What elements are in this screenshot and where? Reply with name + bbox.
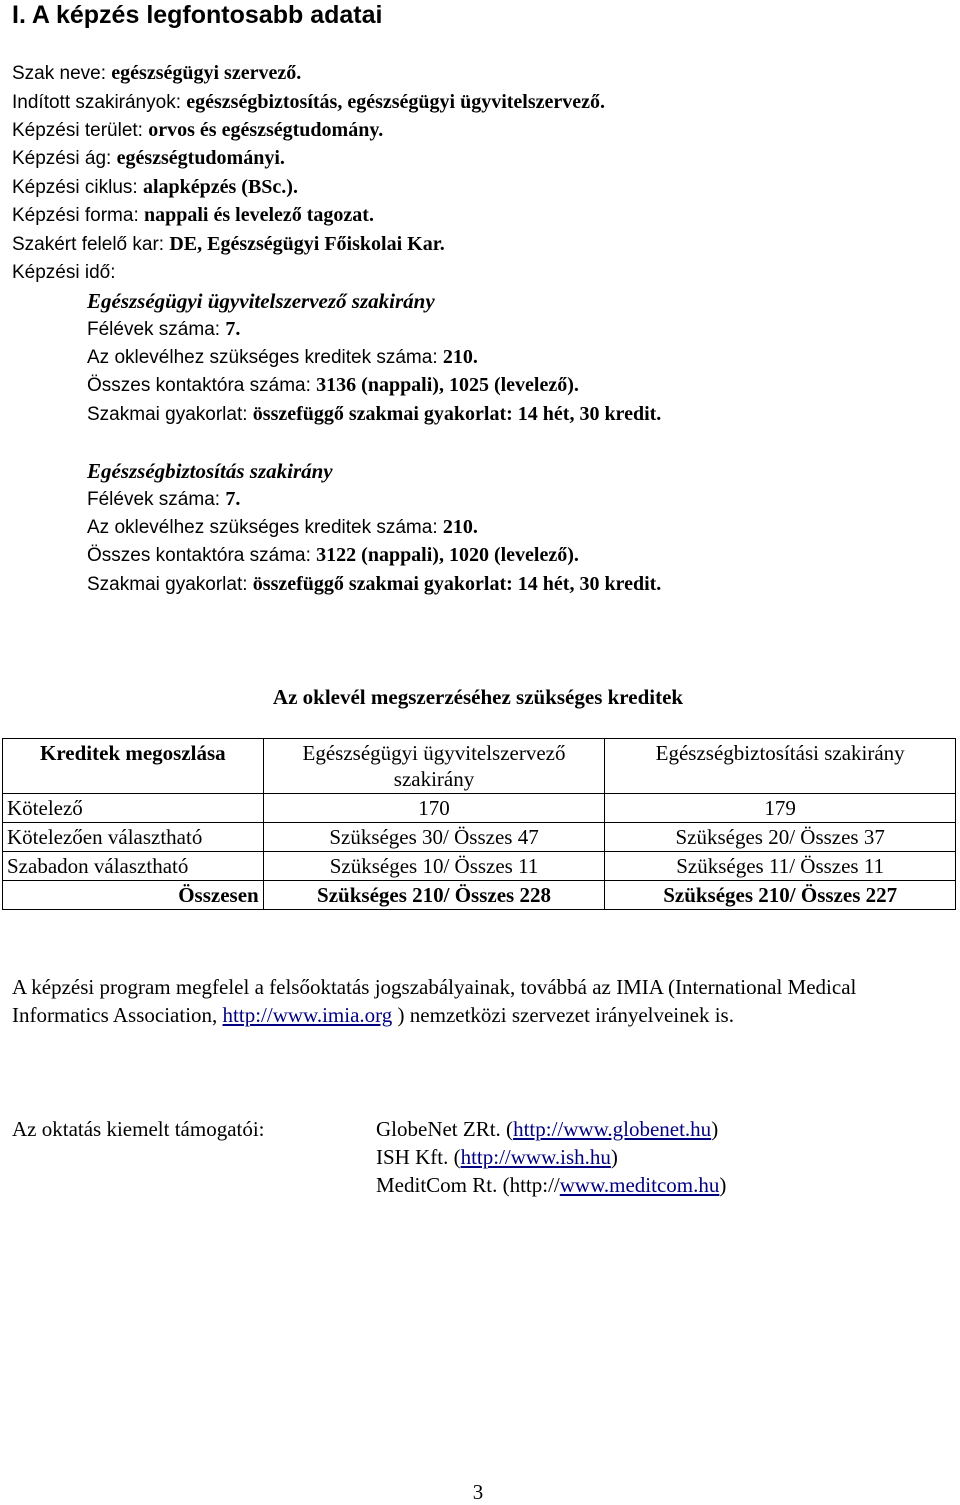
supporter-item [376, 1143, 726, 1171]
table-cell: 179 [605, 794, 956, 823]
page-number: 3 [472, 1480, 484, 1504]
track-credits [87, 516, 478, 539]
supporter-link[interactable]: www.meditcom.hu [559, 1173, 720, 1197]
header-cell: Egészségügyi ügyvitelszervező szakirány [263, 739, 605, 794]
info-form [12, 204, 374, 227]
info-label: Összes kontaktóra száma: [87, 375, 317, 396]
info-label: Szakért felelő kar: [12, 234, 170, 255]
table-cell: Szükséges 30/ Összes 47 [263, 823, 605, 852]
table-total-row [3, 881, 956, 910]
table-row [3, 794, 956, 823]
info-value: egészségtudományi. [116, 147, 285, 169]
info-faculty [12, 233, 445, 256]
table-header-row [3, 739, 956, 794]
info-value: összefüggő szakmai gyakorlat: 14 hét, 30 kredit. [252, 573, 662, 595]
info-value: egészségügyi szervező. [111, 62, 302, 84]
track-semesters [87, 488, 240, 511]
info-value: 7. [225, 488, 241, 510]
row-label: Szabadon választható [3, 852, 264, 881]
track-practice [87, 403, 661, 426]
info-label: Összes kontaktóra száma: [87, 545, 317, 566]
info-label: Képzési terület: [12, 120, 149, 141]
supporter-name: GlobeNet ZRt. ( [376, 1117, 514, 1141]
info-label: Képzési ág: [12, 148, 117, 169]
info-duration [12, 261, 116, 284]
info-label: Az oklevélhez szükséges kreditek száma: [87, 517, 443, 538]
supporter-close: ) [719, 1173, 727, 1197]
supporter-link[interactable]: http://www.ish.hu [460, 1145, 611, 1169]
supporter-item [376, 1115, 726, 1143]
row-label: Kötelező [3, 794, 264, 823]
table-row [3, 823, 956, 852]
table-cell: Szükséges 210/ Összes 228 [263, 881, 605, 910]
info-label: Az oklevélhez szükséges kreditek száma: [87, 347, 443, 368]
row-label: Kötelezően választható [3, 823, 264, 852]
track-credits [87, 346, 478, 369]
info-branch [12, 147, 285, 170]
track-contact-hours [87, 544, 579, 567]
info-value: alapképzés (BSc.). [142, 176, 298, 198]
table-row [3, 852, 956, 881]
info-label: Képzési ciklus: [12, 177, 143, 198]
info-value: egészségbiztosítás, egészségügyi ügyvitelszervező. [186, 91, 606, 113]
info-label: Képzési idő: [12, 262, 116, 283]
info-value: 210. [442, 516, 478, 538]
track-contact-hours [87, 374, 579, 397]
info-label: Szakmai gyakorlat: [87, 404, 253, 425]
paragraph-text: A képzési program megfelel a felsőoktatás jogszabályainak, továbbá az IMIA (International Medical Informatics Association, [12, 975, 857, 1027]
info-value: 210. [442, 346, 478, 368]
info-label: Félévek száma: [87, 319, 226, 340]
track-practice [87, 573, 661, 596]
track-title: Egészségbiztosítás szakirány [87, 459, 333, 483]
credits-table [2, 738, 956, 910]
supporter-link[interactable]: http://www.globenet.hu [513, 1117, 712, 1141]
info-cycle [12, 176, 298, 199]
track-semesters [87, 318, 240, 341]
section-title: I. A képzés legfontosabb adatai [12, 1, 383, 29]
supporter-name: ISH Kft. ( [376, 1145, 461, 1169]
table-cell: Szükséges 20/ Összes 37 [605, 823, 956, 852]
track-title: Egészségügyi ügyvitelszervező szakirány [87, 289, 435, 313]
supporters-label: Az oktatás kiemelt támogatói: [12, 1117, 265, 1141]
imia-link[interactable]: http://www.imia.org [222, 1003, 393, 1027]
info-value: 7. [225, 318, 241, 340]
supporter-name: MeditCom Rt. (http:// [376, 1173, 560, 1197]
table-cell: Szükséges 11/ Összes 11 [605, 852, 956, 881]
supporter-item [376, 1171, 726, 1199]
compliance-paragraph [12, 973, 947, 1029]
info-label: Szakmai gyakorlat: [87, 574, 253, 595]
row-label: Összesen [3, 881, 264, 910]
supporters-list [376, 1115, 726, 1199]
info-value: összefüggő szakmai gyakorlat: 14 hét, 30 kredit. [252, 403, 662, 425]
info-value: DE, Egészségügyi Főiskolai Kar. [169, 233, 445, 255]
table-cell: Szükséges 210/ Összes 227 [605, 881, 956, 910]
info-label: Képzési forma: [12, 205, 144, 226]
info-value: 3122 (nappali), 1020 (levelező). [316, 544, 579, 566]
info-program-name [12, 62, 301, 85]
info-value: orvos és egészségtudomány. [148, 119, 384, 141]
header-cell: Egészségbiztosítási szakirány [605, 739, 956, 794]
table-cell: 170 [263, 794, 605, 823]
paragraph-text: ) nemzetközi szervezet irányelveinek is. [392, 1003, 734, 1027]
supporter-close: ) [711, 1117, 719, 1141]
info-value: 3136 (nappali), 1025 (levelező). [316, 374, 579, 396]
info-value: nappali és levelező tagozat. [144, 204, 374, 226]
info-specializations [12, 91, 605, 114]
supporter-close: ) [610, 1145, 618, 1169]
credits-table-title: Az oklevél megszerzéséhez szükséges kreditek [272, 685, 684, 709]
info-label: Szak neve: [12, 63, 112, 84]
info-field [12, 119, 383, 142]
info-label: Félévek száma: [87, 489, 226, 510]
header-cell: Kreditek megoszlása [3, 739, 264, 794]
info-label: Indított szakirányok: [12, 92, 187, 113]
table-cell: Szükséges 10/ Összes 11 [263, 852, 605, 881]
